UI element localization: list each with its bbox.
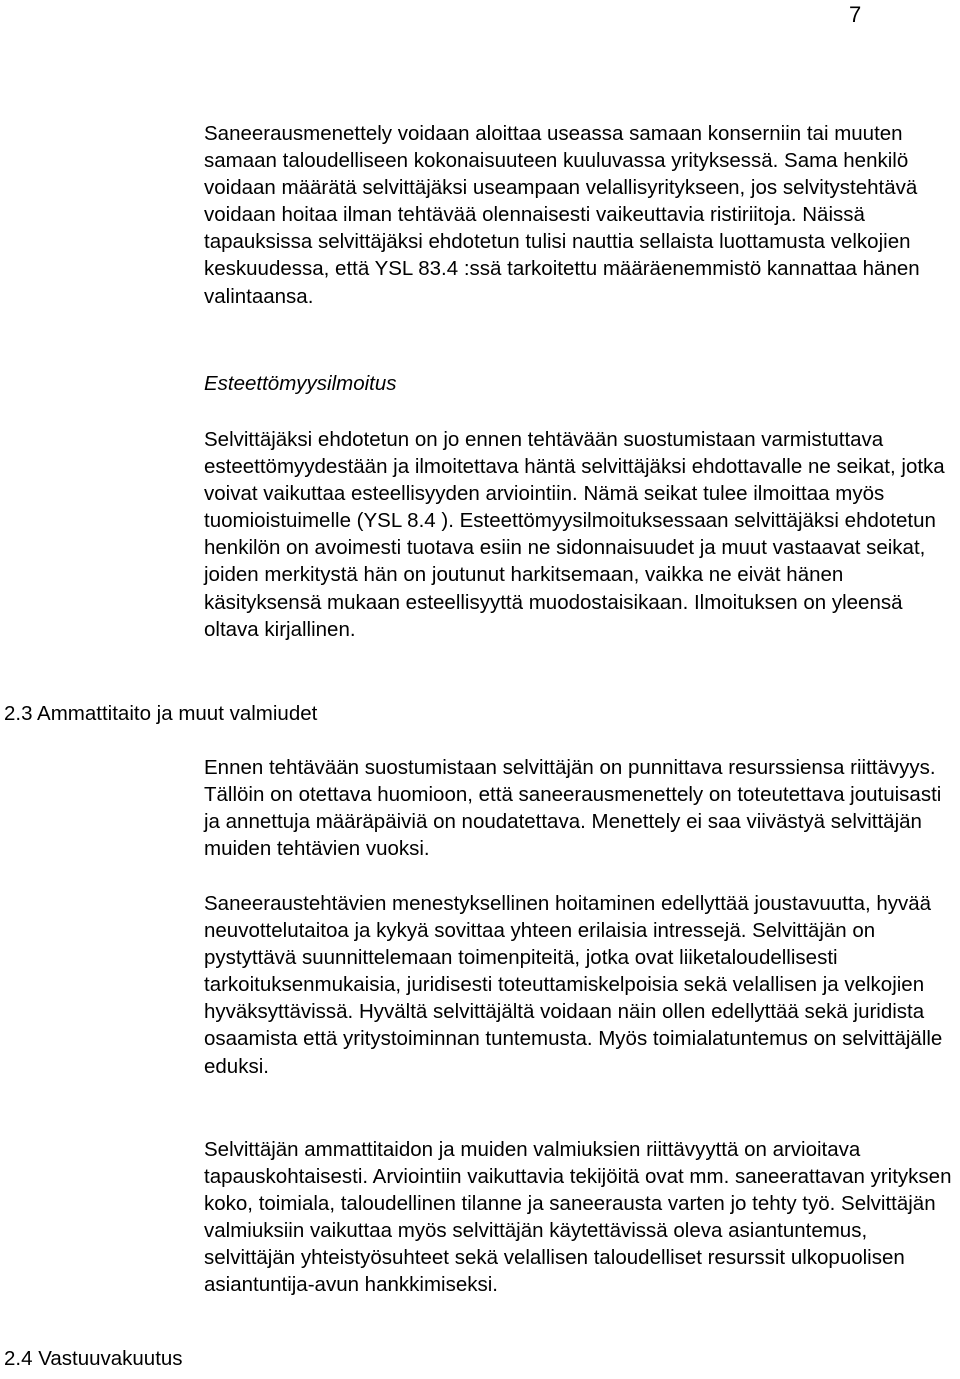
subheading-esteettomyysilmoitus: Esteettömyysilmoitus — [204, 372, 397, 395]
paragraph-resurssit: Ennen tehtävään suostumistaan selvittäjän on punnittava resurssiensa riittävyys. Tällöin on otettava huomioon, että saneerausmenettely on toteutettava joutuisasti ja annettuja määräpäiviä on noudatettava. Menettely ei saa viivästyä selvittäjän muiden tehtävien vuoksi. — [204, 756, 942, 861]
paragraph-ammattitaito: Selvittäjän ammattitaidon ja muiden valmiuksien riittävyyttä on arvioitava tapauskohtaisesti. Arviointiin vaikuttavia tekijöitä ovat mm. saneerattavan yrityksen koko, toimiala, taloudellinen tilanne ja saneerausta varten jo tehty työ. Selvittäjän valmiuksiin vaikuttaa myös selvittäjän käytettävissä oleva asiantuntemus, selvittäjän yhteistyösuhteet sekä velallisen taloudelliset resurssit ulkopuolisen asiantuntija-avun hankkimiseksi. — [204, 1138, 952, 1297]
paragraph-saneeraustehtavat: Saneeraustehtävien menestyksellinen hoitaminen edellyttää joustavuutta, hyvää neuvottelutaitoa ja kykyä sovittaa yhteen erilaisia intressejä. Selvittäjän on pystyttävä suunnittelemaan toimenpiteitä, jotka ovat liiketaloudellisesti tarkoituksenmukaisia, juridisesti toteuttamiskelpoisia sekä velallisen ja velkojien hyväksyttävissä. Hyvältä selvittäjältä voidaan näin ollen edellyttää sekä juridista osaamista että yritystoiminnan tuntemusta. Myös toimialatuntemus on selvittäjälle eduksi. — [204, 892, 943, 1078]
paragraph-konserni: Saneerausmenettely voidaan aloittaa useassa samaan konserniin tai muuten samaan taloudelliseen kokonaisuuteen kuuluvassa yrityksessä. Sama henkilö voidaan määrätä selvittäjäksi useampaan velallisyritykseen, jos selvitystehtävä voidaan hoitaa ilman tehtävää olennaisesti vaikeuttavia ristiriitoja. Näissä tapauksissa selvittäjäksi ehdotetun tulisi nauttia sellaista luottamusta velkojien keskuudessa, että YSL 83.4 :ssä tarkoitettu määräenemmistö kannattaa hänen valintaansa. — [204, 122, 920, 308]
section-heading-2-3: 2.3 Ammattitaito ja muut valmiudet — [4, 702, 318, 725]
paragraph-esteettomyys: Selvittäjäksi ehdotetun on jo ennen tehtävään suostumistaan varmistuttava esteettömyydestään ja ilmoitettava häntä selvittäjäksi ehdottavalle ne seikat, jotka voivat vaikuttaa esteellisyyden arviointiin. Nämä seikat tulee ilmoittaa myös tuomioistuimelle (YSL 8.4 ). Esteettömyysilmoituksessaan selvittäjäksi ehdotetun henkilön on avoimesti tuotava esiin ne sidonnaisuudet ja muut vastaavat seikat, joiden merkitystä hän on joutunut harkitsemaan, vaikka ne eivät hänen käsityksensä mukaan esteellisyyttä muodostaisikaan. Ilmoituksen on yleensä oltava kirjallinen. — [204, 428, 945, 641]
page-number: 7 — [849, 2, 862, 27]
section-heading-2-4: 2.4 Vastuuvakuutus — [4, 1347, 183, 1370]
